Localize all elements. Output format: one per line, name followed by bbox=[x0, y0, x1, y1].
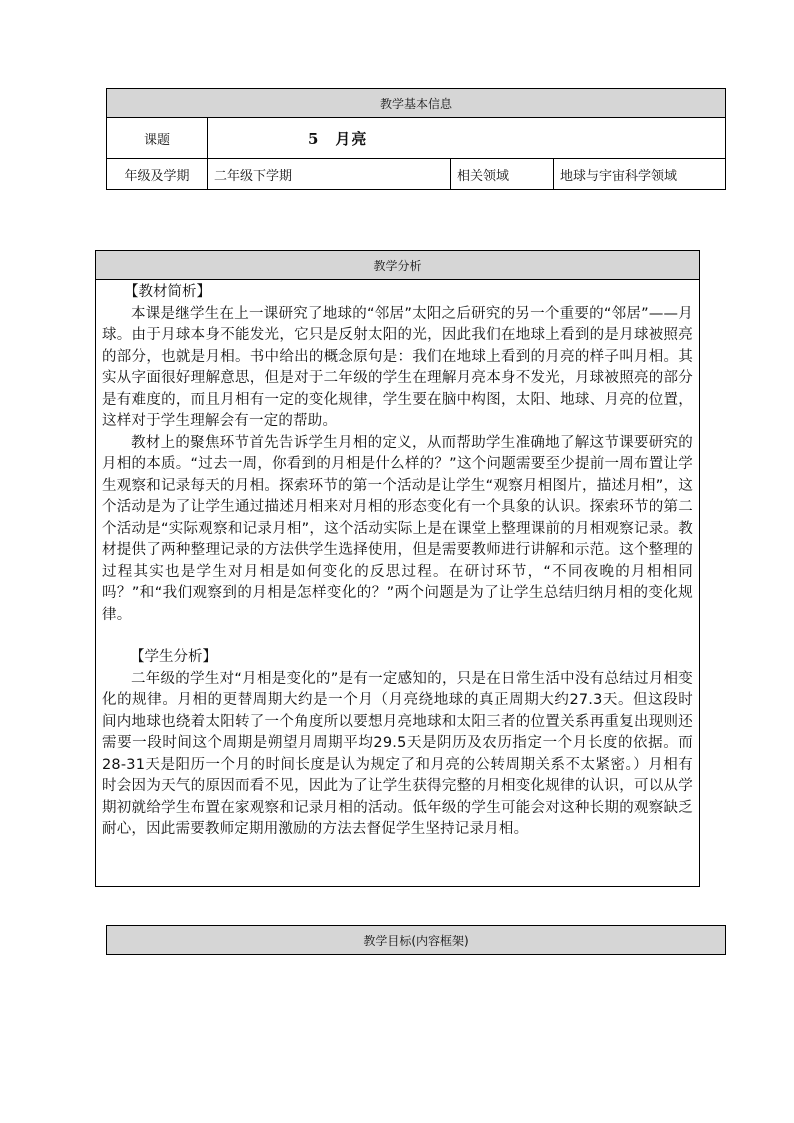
goals-table bbox=[106, 925, 726, 955]
section-gap bbox=[102, 626, 693, 647]
textbook-paragraph-2: 教材上的聚焦环节首先告诉学生月相的定义，从而帮助学生准确地了解这节课要研究的月相的本质。“过去一周，你看到的月相是什么样的？”这个问题需要至少提前一周布置让学生观察和记录每天的月相。探索环节的第一个活动是让学生“观察月相图片，描述月相”，这个活动是为了让学生通过描述月相来对月相的形态变化有一个具象的认识。探索环节的第二个活动是“实际观察和记录月相”，这个活动实际上是在课堂上整理课前的月相观察记录。教材提供了两种整理记录的方法供学生选择使用，但是需要教师进行讲解和示范。这个整理的过程其实也是学生对月相是如何变化的反思过程。在研讨环节，“不同夜晚的月相相同吗？”和“我们观察到的月相是怎样变化的？”两个问题是为了让学生总结归纳月相的变化规律。 bbox=[102, 434, 693, 623]
topic-value: 5 月亮 bbox=[208, 118, 726, 159]
textbook-paragraph-1: 本课是继学生在上一课研究了地球的“邻居”太阳之后研究的另一个重要的“邻居”——月球。由于月球本身不能发光，它只是反射太阳的光，因此我们在地球上看到的是月球被照亮的部分，也就是月相。书中给出的概念原句是：我们在地球上看到的月亮的样子叫月相。其实从字面很好理解意思，但是对于二年级的学生在理解月亮本身不发光，月球被照亮的部分是有难度的，而且月相有一定的变化规律，学生要在脑中构图，太阳、地球、月亮的位置，这样对于学生理解会有一定的帮助。 bbox=[102, 305, 693, 429]
goals-header: 教学目标(内容框架) bbox=[107, 926, 726, 955]
domain-label: 相关领域 bbox=[451, 159, 554, 190]
student-paragraph-1: 二年级的学生对“月相是变化的”是有一定感知的，只是在日常生活中没有总结过月相变化的规律。月相的更替周期大约是一个月（月亮绕地球的真正周期大约27.3天。但这段时间内地球也绕着太阳转了一个角度所以要想月亮地球和太阳三者的位置关系再重复出现则还需要一段时间这个周期是朔望月周期平均29.5天是阴历及农历指定一个月长度的依据。而28-31天是阳历一个月的时间长度是认为规定了和月亮的公转周期关系不太紧密。）月相有时会因为天气的原因而看不见，因此为了让学生获得完整的月相变化规律的认识，可以从学期初就给学生布置在家观察和记录月相的活动。低年级的学生可能会对这种长期的观察缺乏耐心，因此需要教师定期用激励的方法去督促学生坚持记录月相。 bbox=[102, 670, 693, 837]
topic-label: 课题 bbox=[107, 118, 208, 159]
analysis-table bbox=[95, 250, 700, 887]
student-heading: 【学生分析】 bbox=[130, 649, 217, 665]
basic-info-table bbox=[106, 88, 726, 190]
analysis-body bbox=[96, 280, 700, 887]
analysis-header: 教学分析 bbox=[96, 251, 700, 280]
textbook-heading: 【教材简析】 bbox=[124, 284, 211, 300]
grade-value: 二年级下学期 bbox=[208, 159, 451, 190]
grade-label: 年级及学期 bbox=[107, 159, 208, 190]
basic-info-header: 教学基本信息 bbox=[107, 89, 726, 118]
domain-value: 地球与宇宙科学领域 bbox=[554, 159, 726, 190]
